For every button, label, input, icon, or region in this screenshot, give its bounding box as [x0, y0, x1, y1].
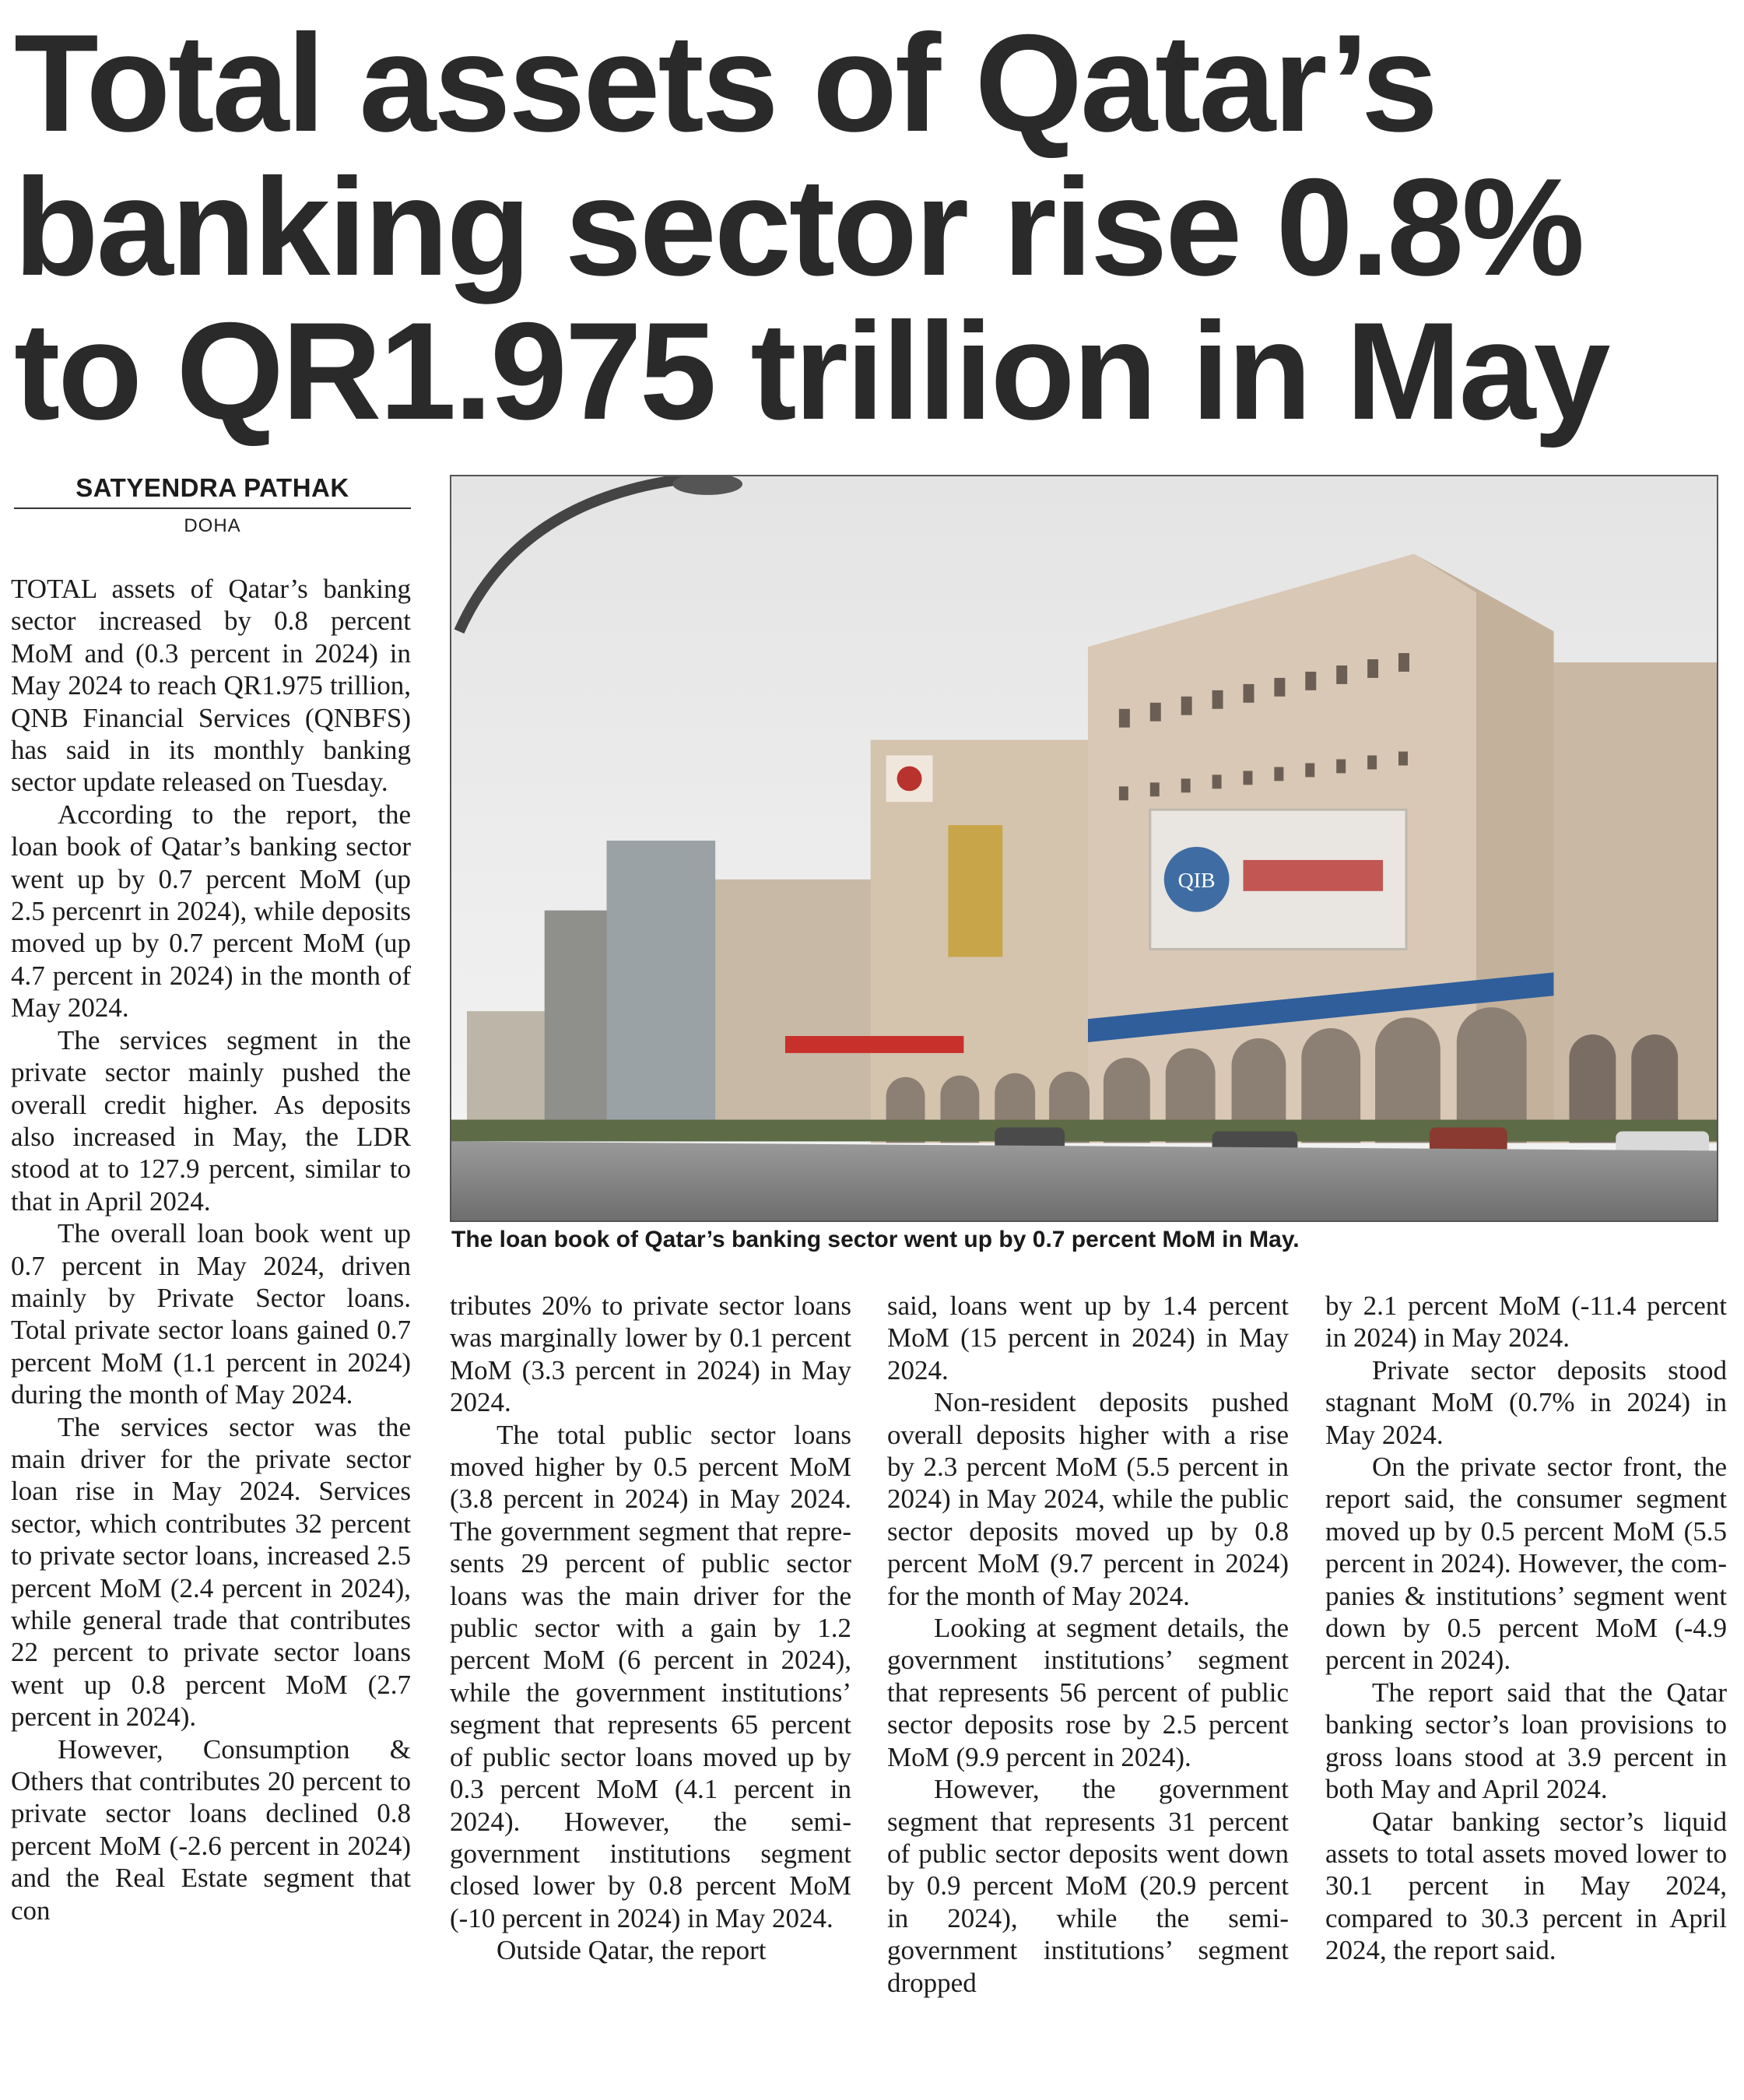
- headline-line-3: to QR1.975 trillion in May: [14, 293, 1609, 448]
- article-column-4: [1325, 1290, 1727, 1967]
- photo-caption: The loan book of Qatar’s banking sector went up by 0.7 percent MoM in May.: [451, 1227, 1300, 1252]
- article-paragraph: tributes 20% to private sector loans was marginally lower by 0.1 percent MoM (3.3 percent in 2024) in May 2024.: [450, 1291, 851, 1418]
- article-paragraph: Qatar banking sector’s liquid assets to total assets moved lower to 30.1 percent in May 2024, compared to 30.3 percent in April 2024, the report said.: [1325, 1806, 1727, 1966]
- author-name: SATYENDRA PATHAK: [14, 473, 411, 509]
- article-paragraph: Outside Qatar, the report: [497, 1935, 767, 1966]
- article-paragraph: However, the government segment that represents 31 percent of public sector deposits went down by 0.9 percent MoM (20.9 percent in 2024), while the semi-government institutions’ segment dropped: [887, 1774, 1289, 1998]
- bank-building-illustration: [451, 476, 1717, 1220]
- article-paragraph: Looking at segment details, the government institutions’ segment that represents 56 percent of public sector deposits rose by 2.5 percent MoM (9.9 percent in 2024).: [887, 1613, 1289, 1772]
- article-column-3: [887, 1290, 1289, 1999]
- article-paragraph: by 2.1 percent MoM (-11.4 percent in 2024) in May 2024.: [1325, 1291, 1727, 1354]
- headline-line-1: Total assets of Qatar’s: [14, 5, 1437, 160]
- article-paragraph: The overall loan book went up 0.7 percent in May 2024, driven mainly by Private Sector loans. Total private sector loans gained 0.7 percent MoM (1.1 percent in 2024) during the month of May 2024.: [11, 1218, 411, 1410]
- article-paragraph: The report said that the Qatar banking sector’s loan provisions to gross loans stood at 3.9 percent in both May and April 2024.: [1325, 1677, 1727, 1805]
- article-paragraph: However, Consumption & Others that contributes 20 percent to private sector loans declined 0.8 percent MoM (-2.6 percent in 2024) and the Real Estate segment that con: [11, 1733, 411, 1926]
- article-column-2: [450, 1290, 851, 1967]
- article-photo: [450, 475, 1718, 1222]
- sign-logo-text: QIB: [1177, 868, 1216, 893]
- article-paragraph: said, loans went up by 1.4 percent MoM (15 percent in 2024) in May 2024.: [887, 1291, 1289, 1385]
- byline: [14, 473, 411, 537]
- article-paragraph: Non-resident deposits pushed overall deposits higher with a rise by 2.3 percent MoM (5.5 percent in 2024) in May 2024, while the public sector deposits moved up by 0.8 percent MoM (9.7 percent in 2024) for the month of May 2024.: [887, 1387, 1289, 1611]
- headline-line-2: banking sector rise 0.8%: [14, 149, 1583, 304]
- article-paragraph: Private sector deposits stood stagnant MoM (0.7% in 2024) in May 2024.: [1325, 1354, 1727, 1450]
- article-paragraph: On the private sector front, the report said, the consumer segment moved up by 0.5 percent MoM (5.5 percent in 2024). However, the companies & institutions’ segment went down by 0.5 percent MoM (-4.9 percent in 2024).: [1325, 1452, 1727, 1676]
- article-column-1: [11, 573, 411, 1926]
- article-paragraph: The total public sector loans moved higher by 0.5 percent MoM (3.8 percent in 2024) in May 2024. The government segment that represents 29 percent of public sector loans was the main driver for the public sector with a gain by 1.2 percent MoM (6 percent in 2024), while the government institutions’ segment that represents 65 percent of public sector loans moved up by 0.3 percent MoM (4.1 percent in 2024). However, the semi-government institutions segment closed lower by 0.8 percent MoM (-10 percent in 2024) in May 2024.: [450, 1419, 851, 1933]
- article-paragraph: The services segment in the private sector mainly pushed the overall credit higher. As deposits also increased in May, the LDR stood at to 127.9 percent, similar to that in April 2024.: [11, 1024, 411, 1217]
- article-paragraph: The services sector was the main driver for the private sector loan rise in May 2024. Services sector, which contributes 32 percent to private sector loans, increased 2.5 percent MoM (2.4 percent in 2024), while general trade that contributes 22 percent to private sector loans went up 0.8 percent MoM (2.7 percent in 2024).: [11, 1411, 411, 1733]
- article-paragraph: According to the report, the loan book of Qatar’s banking sector went up by 0.7 percent MoM (up 2.5 percenrt in 2024), while deposits moved up by 0.7 percent MoM (up 4.7 percent in 2024) in the month of May 2024.: [11, 799, 411, 1024]
- dateline: DOHA: [184, 515, 241, 536]
- headline: [14, 5, 1734, 448]
- article-paragraph: TOTAL assets of Qatar’s banking sector increased by 0.8 percent MoM and (0.3 percent in 2024) in May 2024 to reach QR1.975 trillion, QNB Financial Services (QNBFS) has said in its monthly banking sector update released on Tuesday.: [11, 574, 411, 798]
